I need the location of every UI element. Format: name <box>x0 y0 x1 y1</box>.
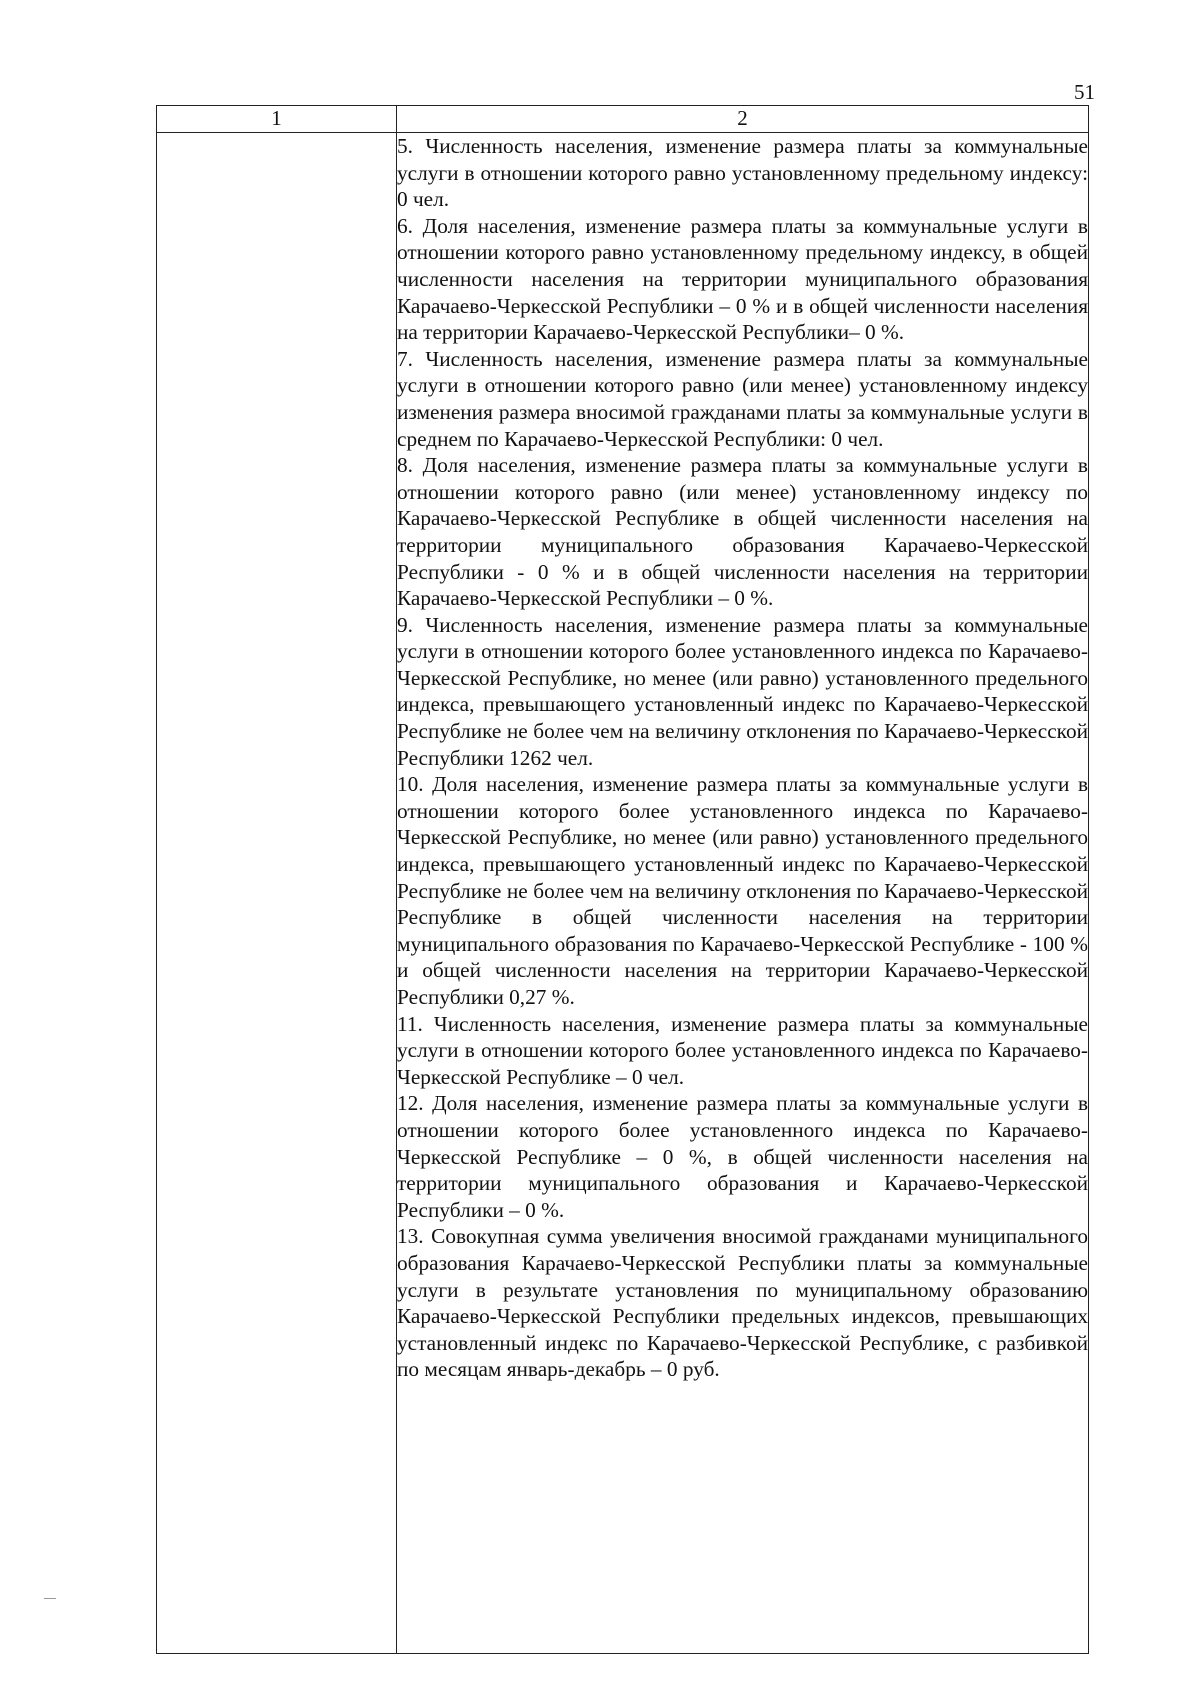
paragraph-item-8: 8. Доля населения, изменение размера платы за коммунальные услуги в отношении которого равно (или менее) установленному индексу по Карачаево-Черкесской Республике в общей численности населения на территории муниципального образования Карачаево-Черкесской Республики - 0 % и в общей численности населения на территории Карачаево-Черкесской Республики – 0 %. <box>397 453 1088 611</box>
page-number: 51 <box>1074 80 1095 104</box>
column-header-2: 2 <box>397 106 1089 133</box>
paragraph-item-11: 11. Численность населения, изменение размера платы за коммунальные услуги в отношении которого более установленного индекса по Карачаево-Черкесской Республике – 0 чел. <box>397 1011 1088 1089</box>
margin-mark <box>44 1598 56 1599</box>
column-header-1: 1 <box>157 106 397 133</box>
document-table <box>156 105 1089 1654</box>
paragraph-item-13: 13. Совокупная сумма увеличения вносимой гражданами муниципального образования Карачаево-Черкесской Республики платы за коммунальные услуги в результате установления по муниципальному образованию Карачаево-Черкесской Республики предельных индексов, превышающих установленный индекс по Карачаево-Черкесской Республике, с разбивкой по месяцам январь-декабрь – 0 руб. <box>397 1224 1088 1382</box>
paragraph-item-9: 9. Численность населения, изменение размера платы за коммунальные услуги в отношении которого более установленного индекса по Карачаево-Черкесской Республике, но менее (или равно) установленного предельного индекса, превышающего установленный индекс по Карачаево-Черкесской Республике не более чем на величину отклонения по Карачаево-Черкесской Республики 1262 чел. <box>397 612 1088 770</box>
paragraph-item-7: 7. Численность населения, изменение размера платы за коммунальные услуги в отношении которого равно (или менее) установленному индексу изменения размера вносимой гражданами платы за коммунальные услуги в среднем по Карачаево-Черкесской Республики: 0 чел. <box>397 346 1088 451</box>
paragraph-item-6: 6. Доля населения, изменение размера платы за коммунальные услуги в отношении которого равно установленному предельному индексу, в общей численности населения на территории муниципального образования Карачаево-Черкесской Республики – 0 % и в общей численности населения на территории Карачаево-Черкесской Республики– 0 %. <box>397 213 1088 345</box>
content-cell <box>397 133 1089 1654</box>
table-header-row <box>157 106 1089 133</box>
column-1-cell <box>157 133 397 1654</box>
paragraph-item-10: 10. Доля населения, изменение размера платы за коммунальные услуги в отношении которого более установленного индекса по Карачаево-Черкесской Республике, но менее (или равно) установленного предельного индекса, превышающего установленный индекс по Карачаево-Черкесской Республике не более чем на величину отклонения по Карачаево-Черкесской Республике в общей численности населения на территории муниципального образования по Карачаево-Черкесской Республике - 100 % и общей численности населения на территории Карачаево-Черкесской Республики 0,27 %. <box>397 772 1088 1009</box>
table-row <box>157 133 1089 1654</box>
paragraph-item-12: 12. Доля населения, изменение размера платы за коммунальные услуги в отношении которого более установленного индекса по Карачаево-Черкесской Республике – 0 %, в общей численности населения на территории муниципального образования и Карачаево-Черкесской Республики – 0 %. <box>397 1091 1088 1222</box>
paragraph-item-5: 5. Численность населения, изменение размера платы за коммунальные услуги в отношении которого равно установленному предельному индексу: 0 чел. <box>397 134 1088 212</box>
